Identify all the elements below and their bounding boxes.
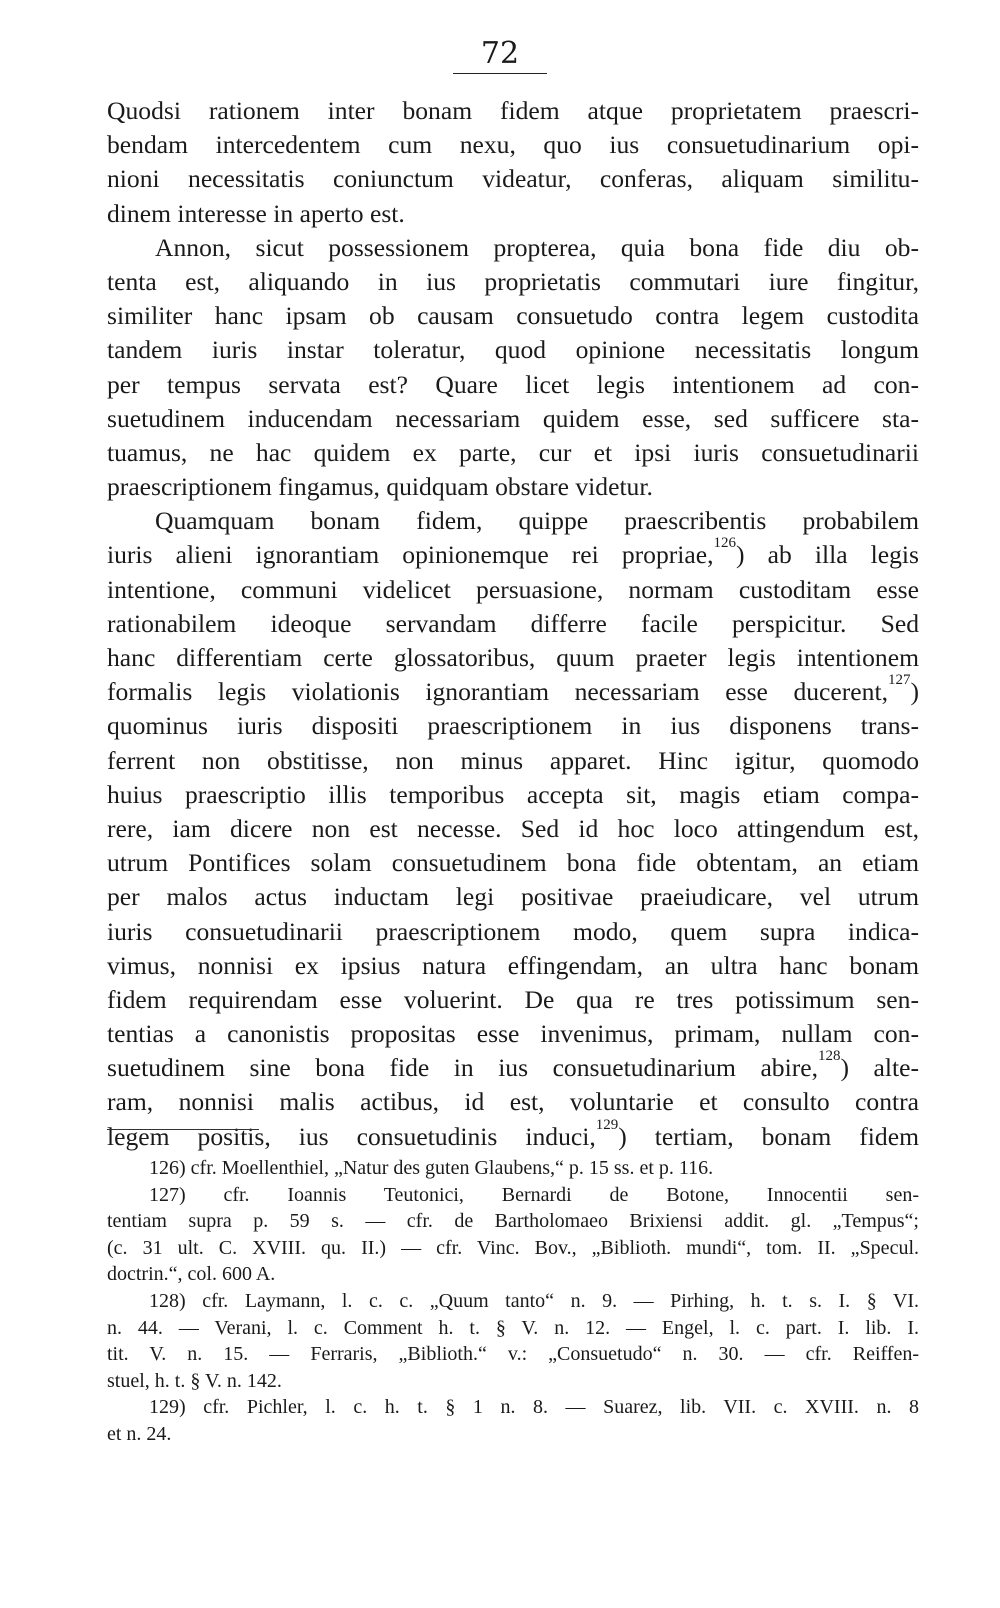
body_lines-line	[107, 949, 919, 983]
body_lines-line	[107, 265, 919, 299]
body_lines-line-text: per malos actus inductam legi positivae praeiudicare, vel utrum	[107, 882, 919, 912]
body_lines-line	[107, 709, 919, 743]
body_lines-line	[107, 846, 919, 880]
footnote_lines-line	[107, 1368, 919, 1395]
body_lines-line	[107, 402, 919, 436]
body_lines-line-text-after: ) alte-	[840, 1053, 919, 1083]
body_lines-line	[107, 231, 919, 265]
body_lines-line	[107, 778, 919, 812]
body_lines-line	[107, 162, 919, 196]
footnote_lines-line	[107, 1394, 919, 1421]
footnotes	[107, 1155, 919, 1448]
page-number: 72	[480, 36, 520, 71]
main-text	[107, 94, 919, 1154]
body_lines-line	[107, 197, 919, 231]
body_lines-line-text: vimus, nonnisi ex ipsius natura effingendam, an ultra hanc bonam	[107, 950, 919, 980]
footnote_lines-line-text: doctrin.“, col. 600 A.	[107, 1263, 276, 1286]
footnote_lines-line-text: 127) cfr. Ioannis Teutonici, Bernardi de Botone, Innocentii sen-	[149, 1183, 919, 1206]
body_lines-line-text: legem positis, ius consuetudinis induci,	[107, 1121, 596, 1151]
body_lines-line	[107, 573, 919, 607]
body_lines-line	[107, 915, 919, 949]
footnote_lines-line	[107, 1208, 919, 1235]
body_lines-line-text-after: )	[910, 677, 919, 707]
footnote_lines-line	[107, 1341, 919, 1368]
body_lines-line	[107, 880, 919, 914]
body_lines-line	[107, 672, 919, 709]
body_lines-line-text: suetudinem sine bona fide in ius consuetudinarium abire,	[107, 1053, 818, 1083]
body_lines-line-text: fidem requirendam esse voluerint. De qua re tres potissimum sen-	[107, 984, 919, 1014]
footnote_lines-line	[107, 1261, 919, 1288]
body_lines-line	[107, 812, 919, 846]
footnote_lines-line	[107, 1182, 919, 1209]
footnote-reference: 127	[887, 672, 911, 689]
footnote_lines-line-text: tit. V. n. 15. — Ferraris, „Biblioth.“ v.: „Consuetudo“ n. 30. — cfr. Reiffen-	[107, 1343, 919, 1366]
footnote-separator	[107, 1129, 259, 1130]
body_lines-line-text: Annon, sicut possessionem propterea, quia bona fide diu ob-	[155, 232, 919, 262]
footnote_lines-line-text: et n. 24.	[107, 1422, 172, 1445]
body_lines-line-text: iuris consuetudinarii praescriptionem modo, quem supra indica-	[107, 916, 919, 946]
body_lines-line	[107, 504, 919, 538]
body_lines-line-text: dinem interesse in aperto est.	[107, 198, 405, 228]
body_lines-line-text: intentione, communi videlicet persuasione, normam custoditam esse	[107, 574, 919, 604]
page-number-rule	[453, 73, 547, 74]
body_lines-line	[107, 535, 919, 572]
body_lines-line-text: tenta est, aliquando in ius proprietatis commutari iure fingitur,	[107, 266, 919, 296]
body_lines-line-text: Quamquam bonam fidem, quippe praescribentis probabilem	[155, 506, 919, 536]
body_lines-line-text: suetudinem inducendam necessariam quidem esse, sed sufficere sta-	[107, 403, 919, 433]
body_lines-line-text-after: ) ab illa legis	[736, 540, 919, 570]
body_lines-line	[107, 368, 919, 402]
body_lines-line-text: nioni necessitatis coniunctum videatur, conferas, aliquam similitu-	[107, 164, 919, 194]
footnote-reference: 126	[713, 535, 737, 552]
footnote_lines-line-text: (c. 31 ult. C. XVIII. qu. II.) — cfr. Vinc. Bov., „Biblioth. mundi“, tom. II. „Specul.	[107, 1236, 919, 1259]
body_lines-line-text: tandem iuris instar toleratur, quod opinione necessitatis longum	[107, 335, 919, 365]
body_lines-line-text: Quodsi rationem inter bonam fidem atque proprietatem praescri-	[107, 96, 919, 125]
footnote-reference: 128	[818, 1048, 841, 1065]
body_lines-line	[107, 436, 919, 470]
body_lines-line	[107, 607, 919, 641]
body_lines-line-text: ram, nonnisi malis actibus, id est, voluntarie et consulto contra	[107, 1087, 919, 1117]
body_lines-line-text: iuris alieni ignorantiam opinionemque rei propriae,	[107, 540, 714, 570]
footnote_lines-line	[107, 1315, 919, 1342]
body_lines-line-text: utrum Pontifices solam consuetudinem bona fide obtentam, an etiam	[107, 848, 919, 878]
body_lines-line-text: hanc differentiam certe glossatoribus, quum praeter legis intentionem	[107, 643, 919, 672]
body_lines-line-text: formalis legis violationis ignorantiam necessariam esse ducerent,	[107, 677, 888, 707]
body_lines-line	[107, 94, 919, 128]
body_lines-line-text: rere, iam dicere non est necesse. Sed id hoc loco attingendum est,	[107, 813, 919, 843]
body_lines-line	[107, 1085, 919, 1119]
body_lines-line-text: per tempus servata est? Quare licet legis intentionem ad con-	[107, 369, 919, 399]
footnote_lines-line-text: stuel, h. t. § V. n. 142.	[107, 1369, 282, 1392]
body_lines-line-text-after: ) tertiam, bonam fidem	[618, 1121, 919, 1151]
footnote_lines-line-text: n. 44. — Verani, l. c. Comment h. t. § V. n. 12. — Engel, l. c. part. I. lib. I.	[107, 1316, 919, 1339]
body_lines-line	[107, 470, 919, 504]
body_lines-line-text: similiter hanc ipsam ob causam consuetudo contra legem custodita	[107, 301, 919, 331]
body_lines-line-text: huius praescriptio illis temporibus accepta sit, magis etiam compa-	[107, 779, 919, 809]
body_lines-line-text: tuamus, ne hac quidem ex parte, cur et ipsi iuris consuetudinarii	[107, 437, 919, 467]
body_lines-line	[107, 1017, 919, 1051]
body_lines-line	[107, 744, 919, 778]
body_lines-line	[107, 641, 919, 675]
footnote_lines-line-text: tentiam supra p. 59 s. — cfr. de Bartholomaeo Brixiensi addit. gl. „Tempus“;	[107, 1210, 919, 1233]
body_lines-line-text: praescriptionem fingamus, quidquam obstare videtur.	[107, 472, 653, 502]
body_lines-line	[107, 1048, 919, 1085]
footnote-reference: 129	[595, 1116, 619, 1133]
footnote_lines-line	[107, 1235, 919, 1262]
body_lines-line	[107, 299, 919, 333]
footnote_lines-line-text: 128) cfr. Laymann, l. c. c. „Quum tanto“ n. 9. — Pirhing, h. t. s. I. § VI.	[149, 1289, 919, 1312]
body_lines-line	[107, 128, 919, 162]
body_lines-line-text: tentias a canonistis propositas esse invenimus, primam, nullam con-	[107, 1019, 919, 1049]
body_lines-line-text: bendam intercedentem cum nexu, quo ius consuetudinarium opi-	[107, 130, 919, 160]
body_lines-line	[107, 983, 919, 1017]
footnote_lines-line	[107, 1288, 919, 1315]
body_lines-line	[107, 333, 919, 367]
body_lines-line-text: ferrent non obstitisse, non minus apparet. Hinc igitur, quomodo	[107, 745, 919, 775]
body_lines-line-text: rationabilem ideoque servandam differre facile perspicitur. Sed	[107, 608, 919, 638]
footnote_lines-line	[107, 1421, 919, 1448]
footnote_lines-line-text: 126) cfr. Moellenthiel, „Natur des guten Glaubens,“ p. 15 ss. et p. 116.	[149, 1157, 714, 1179]
footnote_lines-line	[107, 1155, 919, 1182]
body_lines-line	[107, 1116, 919, 1154]
footnote_lines-line-text: 129) cfr. Pichler, l. c. h. t. § 1 n. 8. — Suarez, lib. VII. c. XVIII. n. 8	[149, 1396, 919, 1419]
body_lines-line-text: quominus iuris dispositi praescriptionem in ius disponens trans-	[107, 711, 919, 741]
